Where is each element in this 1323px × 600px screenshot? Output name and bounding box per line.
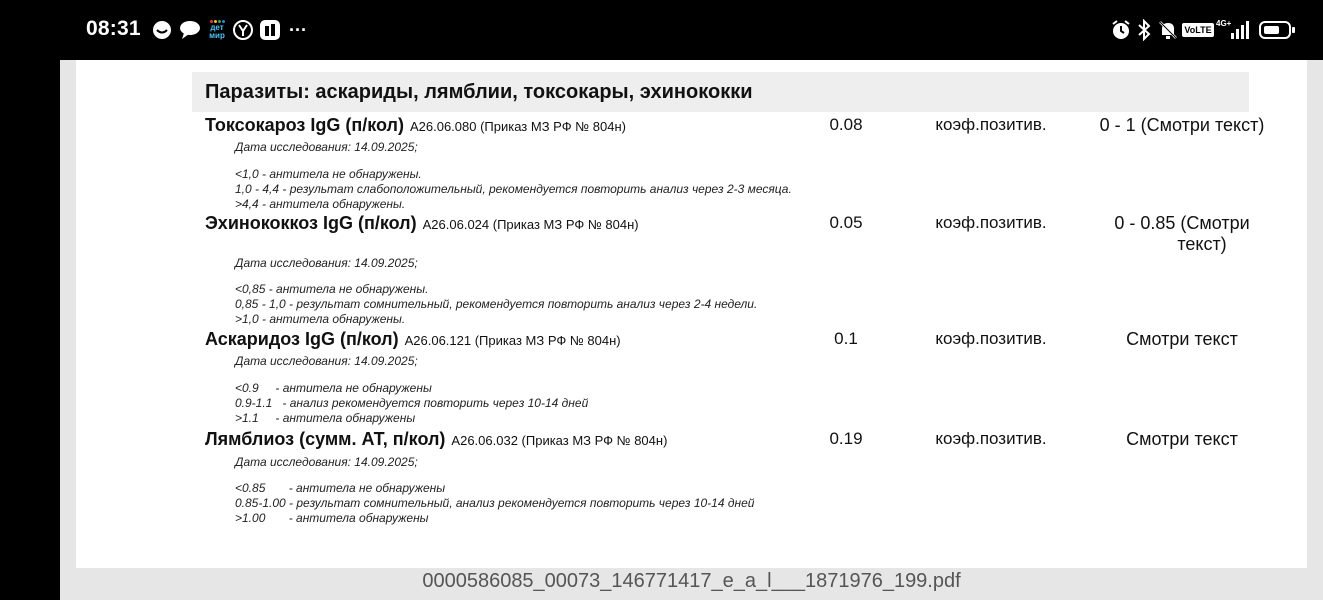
test-name: Лямблиоз (сумм. АТ, п/кол) A26.06.032 (Приказ МЗ РФ № 804н) bbox=[205, 429, 668, 449]
test-value: 0.19 bbox=[829, 429, 863, 448]
pdf-filename: 0000586085_00073_146771417_e_a_l___1871976_199.pdf bbox=[422, 570, 961, 592]
section-header bbox=[192, 72, 1249, 112]
test-date: Дата исследования: 14.09.2025; bbox=[235, 140, 418, 154]
test-unit: коэф.позитив. bbox=[935, 213, 1047, 232]
test-value: 0.08 bbox=[829, 115, 863, 134]
more-dots-icon: ··· bbox=[289, 19, 307, 40]
bluetooth-icon bbox=[1135, 19, 1153, 41]
test-reference: Смотри текст bbox=[1126, 429, 1238, 449]
test-note: <1,0 - антитела не обнаружены. 1,0 - 4,4 - результат слабоположительный, рекомендуется повторить анализ через 2-3 месяца. >4,4 - антитела обнаружены. bbox=[235, 167, 792, 211]
test-unit: коэф.позитив. bbox=[935, 429, 1047, 448]
volte-icon: VoLTE bbox=[1184, 25, 1212, 35]
test-note: <0,85 - антитела не обнаружены. 0,85 - 1,0 - результат сомнительный, рекомендуется повторить анализ через 2-4 недели. >1,0 - антитела обнаружены. bbox=[235, 282, 758, 326]
pdf-viewer[interactable] bbox=[60, 60, 1323, 600]
test-date: Дата исследования: 14.09.2025; bbox=[235, 256, 418, 270]
test-value: 0.1 bbox=[834, 329, 858, 348]
yandex-icon bbox=[232, 19, 254, 41]
test-code: A26.06.032 (Приказ МЗ РФ № 804н) bbox=[451, 433, 668, 448]
battery-icon bbox=[1258, 19, 1298, 41]
signal-strength-icon: 4G+ bbox=[1216, 19, 1252, 41]
bell-mute-icon bbox=[1157, 19, 1179, 41]
test-reference: 0 - 1 (Смотри текст) bbox=[1099, 115, 1265, 135]
test-name: Эхинококкоз IgG (п/кол) A26.06.024 (Приказ МЗ РФ № 804н) bbox=[205, 213, 639, 233]
test-value: 0.05 bbox=[829, 213, 863, 232]
message-icon bbox=[178, 19, 202, 41]
test-name: Аскаридоз IgG (п/кол) A26.06.121 (Приказ МЗ РФ № 804н) bbox=[205, 329, 621, 349]
test-reference: Смотри текст bbox=[1126, 329, 1238, 349]
test-code: A26.06.121 (Приказ МЗ РФ № 804н) bbox=[404, 333, 621, 348]
status-time: 08:31 bbox=[86, 17, 141, 40]
test-date: Дата исследования: 14.09.2025; bbox=[235, 354, 418, 368]
test-name: Токсокароз IgG (п/кол) A26.06.080 (Приказ МЗ РФ № 804н) bbox=[205, 115, 626, 135]
test-unit: коэф.позитив. bbox=[935, 115, 1047, 134]
section-title: Паразиты: аскариды, лямблии, токсокары, эхинококки bbox=[205, 81, 753, 103]
detmir-app-icon: дет мир bbox=[206, 19, 228, 41]
test-reference: 0 - 0.85 (Смотри текст) bbox=[1114, 213, 1250, 254]
test-date: Дата исследования: 14.09.2025; bbox=[235, 455, 418, 469]
chat-bubble-icon bbox=[151, 19, 173, 41]
test-code: A26.06.080 (Приказ МЗ РФ № 804н) bbox=[409, 119, 626, 134]
test-note: <0.9 - антитела не обнаружены 0.9-1.1 - анализ рекомендуется повторить через 10-14 дней >1.1 - антитела обнаружены bbox=[235, 381, 589, 425]
mail-app-icon bbox=[259, 19, 281, 41]
status-bar bbox=[0, 0, 1323, 60]
test-code: A26.06.024 (Приказ МЗ РФ № 804н) bbox=[422, 217, 639, 232]
pdf-page[interactable] bbox=[76, 60, 1307, 568]
alarm-icon bbox=[1110, 19, 1132, 41]
test-unit: коэф.позитив. bbox=[935, 329, 1047, 348]
test-note: <0.85 - антитела не обнаружены 0.85-1.00 - результат сомнительный, анализ рекомендуется повторить через 10-14 дней >1.00 - антитела обнаружены bbox=[235, 481, 755, 525]
